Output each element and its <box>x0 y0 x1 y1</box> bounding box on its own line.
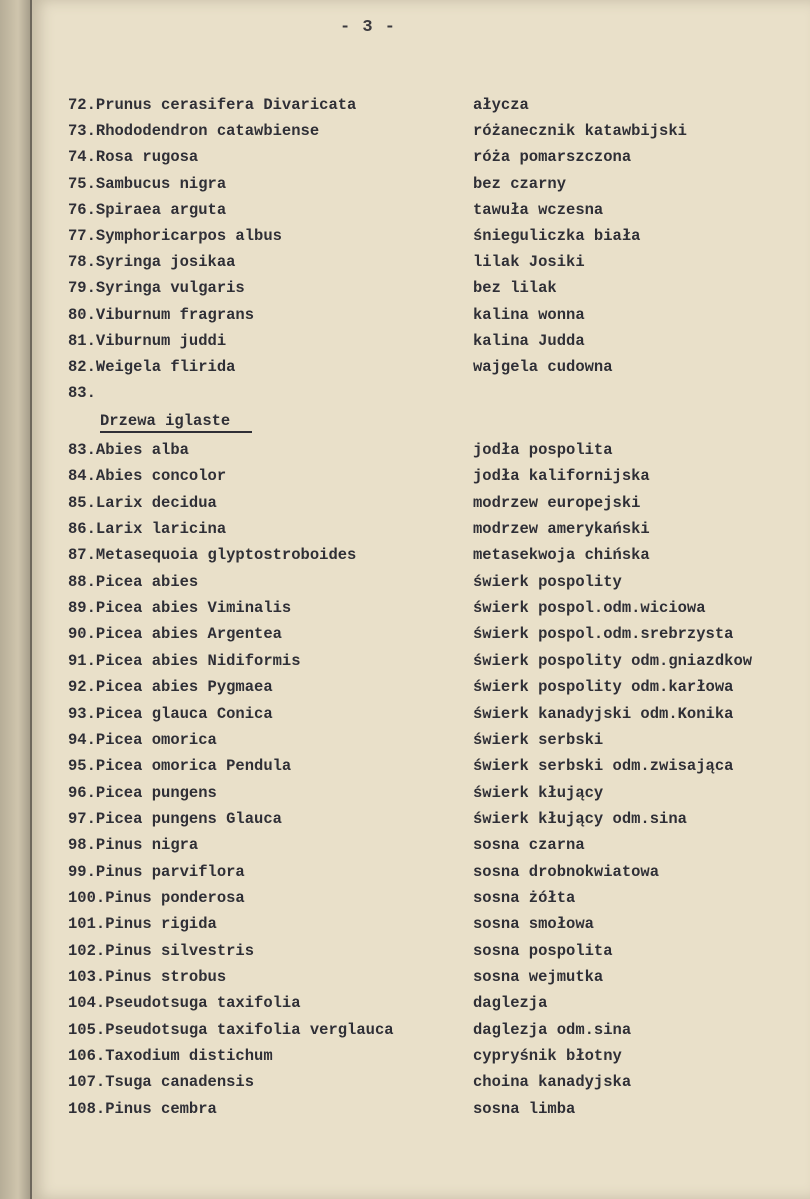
list-item <box>30 863 810 887</box>
polish-name: świerk kłujący <box>473 783 604 802</box>
latin-name: 99.Pinus parviflora <box>68 862 245 881</box>
list-item <box>30 573 810 597</box>
latin-name: 94.Picea omorica <box>68 730 217 749</box>
list-item <box>30 227 810 251</box>
polish-name: sosna smołowa <box>473 915 594 934</box>
list-item <box>30 757 810 781</box>
page-number: - 3 - <box>340 18 397 37</box>
list-item <box>30 836 810 860</box>
list-item <box>30 494 810 518</box>
polish-name: bez czarny <box>473 174 567 193</box>
polish-name: daglezja odm.sina <box>473 1020 632 1039</box>
polish-name: róża pomarszczona <box>473 148 632 167</box>
polish-name: modrzew amerykański <box>473 520 650 539</box>
polish-name: świerk serbski <box>473 730 604 749</box>
list-item <box>30 678 810 702</box>
polish-name: metasekwoja chińska <box>473 546 650 565</box>
list-item <box>30 175 810 199</box>
polish-name: bez lilak <box>473 279 557 298</box>
polish-name: lilak Josiki <box>473 253 585 272</box>
polish-name: kalina Judda <box>473 331 585 350</box>
latin-name: 75.Sambucus nigra <box>68 174 227 193</box>
latin-name: 83. <box>68 384 96 403</box>
list-item <box>30 810 810 834</box>
polish-name: daglezja <box>473 994 548 1013</box>
list-item <box>30 1021 810 1045</box>
list-item <box>30 942 810 966</box>
polish-name: świerk pospol.odm.wiciowa <box>473 599 706 618</box>
latin-name: 101.Pinus rigida <box>68 915 217 934</box>
polish-name: sosna limba <box>473 1099 576 1118</box>
list-item <box>30 467 810 491</box>
section-heading: Drzewa iglaste <box>100 412 252 433</box>
polish-name: modrzew europejski <box>473 493 641 512</box>
list-item <box>30 148 810 172</box>
polish-name: świerk pospolity odm.gniazdkow <box>473 651 753 670</box>
list-item <box>30 652 810 676</box>
polish-name: śnieguliczka biała <box>473 227 641 245</box>
list-item <box>30 384 810 408</box>
latin-name: 90.Picea abies Argentea <box>68 625 282 644</box>
polish-name: choina kanadyjska <box>473 1073 632 1092</box>
latin-name: 93.Picea glauca Conica <box>68 704 273 723</box>
latin-name: 77.Symphoricarpos albus <box>68 227 282 245</box>
latin-name: 84.Abies concolor <box>68 467 227 486</box>
latin-name: 78.Syringa josikaa <box>68 253 236 272</box>
latin-name: 83.Abies alba <box>68 441 189 459</box>
list-item <box>30 889 810 913</box>
latin-name: 91.Picea abies Nidiformis <box>68 651 301 670</box>
latin-name: 72.Prunus cerasifera Divaricata <box>68 96 357 114</box>
polish-name: świerk pospol.odm.srebrzysta <box>473 625 734 644</box>
list-item <box>30 253 810 277</box>
latin-name: 103.Pinus strobus <box>68 968 227 986</box>
polish-name: sosna wejmutka <box>473 968 604 986</box>
list-item <box>30 279 810 303</box>
list-item <box>30 599 810 623</box>
list-item <box>30 441 810 465</box>
latin-name: 98.Pinus nigra <box>68 836 199 855</box>
polish-name: cypryśnik błotny <box>473 1047 622 1066</box>
latin-name: 105.Pseudotsuga taxifolia verglauca <box>68 1020 394 1039</box>
list-item <box>30 625 810 649</box>
latin-name: 87.Metasequoia glyptostroboides <box>68 546 357 565</box>
latin-name: 73.Rhododendron catawbiense <box>68 122 320 141</box>
list-item <box>30 994 810 1018</box>
latin-name: 86.Larix laricina <box>68 520 227 539</box>
list-item <box>30 1100 810 1124</box>
latin-name: 97.Picea pungens Glauca <box>68 809 282 828</box>
polish-name: ałycza <box>473 96 529 114</box>
latin-name: 107.Tsuga canadensis <box>68 1073 255 1092</box>
latin-name: 92.Picea abies Pygmaea <box>68 678 273 697</box>
list-item <box>30 784 810 808</box>
latin-name: 106.Taxodium distichum <box>68 1047 273 1066</box>
document-page <box>30 0 810 1199</box>
latin-name: 80.Viburnum fragrans <box>68 305 255 324</box>
list-item <box>30 306 810 330</box>
list-item <box>30 332 810 356</box>
list-item <box>30 546 810 570</box>
polish-name: sosna pospolita <box>473 941 613 960</box>
polish-name: świerk pospolity <box>473 572 622 591</box>
latin-name: 81.Viburnum juddi <box>68 331 227 350</box>
latin-name: 88.Picea abies <box>68 572 199 591</box>
polish-name: świerk pospolity odm.karłowa <box>473 678 734 697</box>
latin-name: 82.Weigela flirida <box>68 358 236 376</box>
list-item <box>30 96 810 120</box>
list-item <box>30 968 810 992</box>
list-item <box>30 731 810 755</box>
polish-name: tawuła wczesna <box>473 200 604 219</box>
latin-name: 95.Picea omorica Pendula <box>68 757 292 776</box>
latin-name: 96.Picea pungens <box>68 783 217 802</box>
latin-name: 79.Syringa vulgaris <box>68 279 245 298</box>
polish-name: wajgela cudowna <box>473 358 613 376</box>
polish-name: jodła kalifornijska <box>473 467 650 486</box>
polish-name: sosna żółta <box>473 888 576 907</box>
latin-name: 85.Larix decidua <box>68 493 217 512</box>
list-item <box>30 520 810 544</box>
polish-name: świerk kanadyjski odm.Konika <box>473 704 734 723</box>
list-item <box>30 358 810 382</box>
adjacent-page-edge <box>0 0 30 1199</box>
polish-name: świerk serbski odm.zwisająca <box>473 757 734 776</box>
polish-name: kalina wonna <box>473 305 585 324</box>
latin-name: 89.Picea abies Viminalis <box>68 599 292 618</box>
latin-name: 74.Rosa rugosa <box>68 148 199 167</box>
list-item <box>30 201 810 225</box>
latin-name: 100.Pinus ponderosa <box>68 888 245 907</box>
latin-name: 104.Pseudotsuga taxifolia <box>68 994 301 1013</box>
list-item <box>30 1047 810 1071</box>
list-item <box>30 122 810 146</box>
latin-name: 108.Pinus cembra <box>68 1099 217 1118</box>
latin-name: 102.Pinus silvestris <box>68 941 255 960</box>
polish-name: świerk kłujący odm.sina <box>473 809 687 828</box>
polish-name: sosna drobnokwiatowa <box>473 862 660 881</box>
polish-name: różanecznik katawbijski <box>473 122 687 141</box>
polish-name: sosna czarna <box>473 836 585 855</box>
list-item <box>30 705 810 729</box>
latin-name: 76.Spiraea arguta <box>68 200 227 219</box>
list-item <box>30 915 810 939</box>
list-item <box>30 1073 810 1097</box>
polish-name: jodła pospolita <box>473 441 613 459</box>
